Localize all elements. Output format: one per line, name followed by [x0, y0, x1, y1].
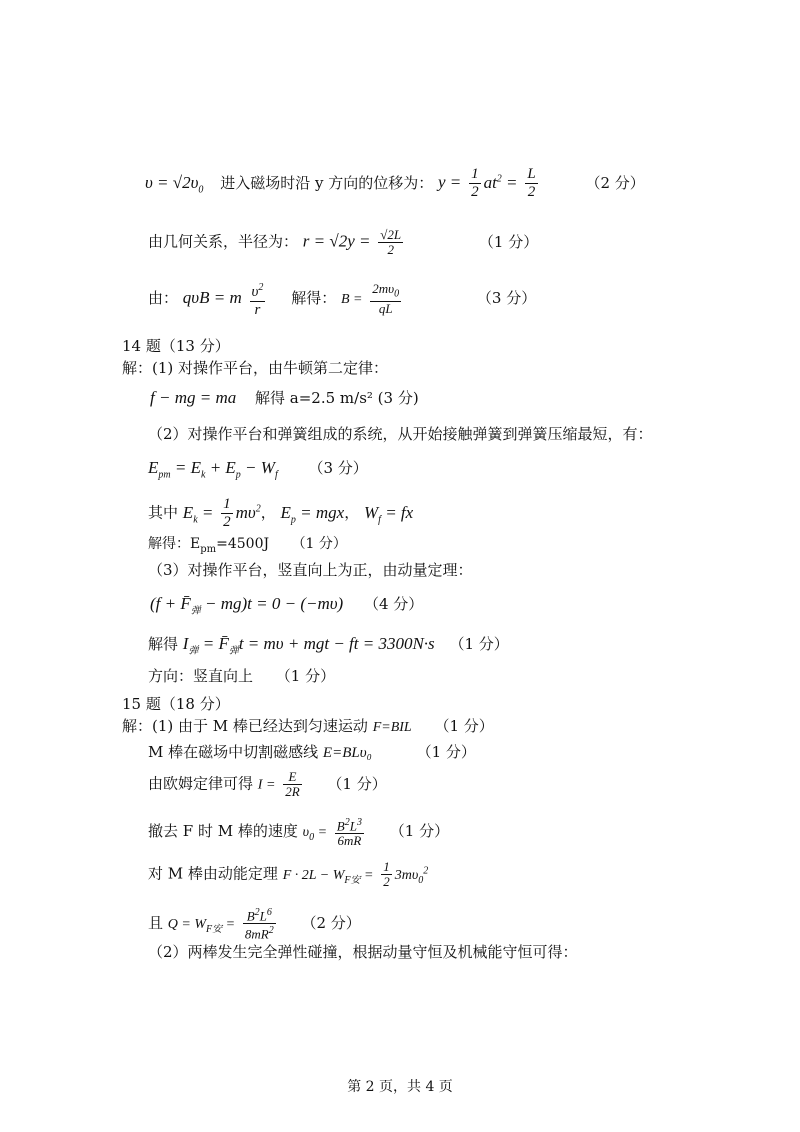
q15-line-1-score: （1 分）: [434, 717, 494, 735]
formula-spring-impulse: $I_弹$ = $F̄_弹t = m\upsilon$ + mgt − ft = 3300N·s: [182, 634, 435, 657]
q14-part2-where-label: 其中: [148, 503, 179, 522]
frac-sqrt2L-over-2: $\frac{√2L}{2}$: [380, 227, 402, 257]
q14-part2-result: [148, 534, 347, 560]
q14-part2-result-value: =4500J: [216, 536, 270, 552]
formula-newton: f − mg = ma: [150, 388, 237, 407]
q15-header: 15 题（18 分）: [122, 695, 230, 713]
q14-part2-result-score: （1 分）: [291, 536, 347, 552]
q15-line-4: [148, 816, 449, 848]
q15-line-7: （2）两棒发生完全弹性碰撞，根据动量守恒及机械能守恒可得：: [148, 943, 578, 961]
q14-part1: 解：(1) 对操作平台，由牛顿第二定律：: [122, 359, 389, 377]
q13-line-3-mid: 解得：: [291, 289, 337, 307]
q15-line-2-score: （1 分）: [416, 743, 476, 761]
q13-line-1: $\upsilon = √2\upsilon_0$ 进入磁场时沿 y 方向的位移为： y = $\frac{1}{2}$ $at^2$ = $\frac{L}{2}$ （2 分）: [145, 166, 645, 200]
q13-line-3: [148, 279, 536, 319]
q15-line-5: 对 M 棒由动能定理 $F \cdot 2L - W_{F安}$ = $\frac{1}{2}$ $3m\upsilon_0^2$: [148, 859, 429, 889]
q14-part1-eq-line: [150, 388, 419, 408]
frac-L-over-2: $\frac{L}{2}$: [527, 166, 536, 200]
frac-one-half: $\frac{1}{2}$: [471, 166, 479, 200]
formula-Ep: $E_p$ = mgx: [280, 502, 345, 525]
formula-B: B =: [340, 292, 363, 307]
q15-line-1-eq: F=BIL: [372, 720, 412, 735]
q14-part1-solve: 解得 a=2.5 m/s² (3 分): [255, 389, 419, 407]
q14-part3-direction-score: （1 分）: [275, 667, 336, 685]
formula-I: I =: [257, 777, 276, 793]
frac-half: $\frac{1}{2}$: [223, 496, 231, 530]
formula-Q: $Q = W_{F安}$ =: [167, 916, 236, 935]
q15-line-6-text: 且: [148, 913, 164, 932]
q13-line-2-score: （1 分）: [478, 232, 539, 251]
q13-line-2-text: 由几何关系，半径为：: [148, 232, 299, 251]
q13-line-3-score: （3 分）: [476, 289, 537, 307]
q14-part3-solve-label: 解得: [148, 635, 179, 653]
formula-Wf: $W_f$ = fx: [364, 502, 414, 525]
q14-header: 14 题（13 分）: [122, 337, 230, 355]
q15-line-3: [148, 770, 387, 799]
formula-radius: r = √2y =: [302, 231, 371, 251]
q15-line-1-text: 解：(1) 由于 M 棒已经达到匀速运动: [122, 717, 368, 735]
q13-line-3-pre: 由：: [148, 289, 179, 307]
frac-B2L6-over-8mR2: $\frac{B^2L^6}{8mR^2}$: [244, 907, 274, 942]
q14-part2-result-sub: pm: [200, 543, 217, 555]
q13-line-1-text: 进入磁场时沿 y 方向的位移为：: [220, 173, 434, 192]
formula-work-energy: $F \cdot 2L - W_{F安}$ =: [282, 867, 374, 886]
q13-line-1-score: （2 分）: [585, 173, 645, 192]
q15-line-1: [122, 716, 494, 738]
q13-line-2: [148, 228, 538, 257]
formula-impulse: $(f + F̄_弹 - mg)t = 0 - (-m\upsilon)$: [150, 594, 344, 617]
q14-part2: （2）对操作平台和弹簧组成的系统，从开始接触弹簧到弹簧压缩最短，有：: [148, 425, 653, 443]
q14-part2-result-label: 解得：E: [148, 536, 201, 552]
q14-part2-where: 其中 $E_k$ = $\frac{1}{2}$ $m\upsilon^2$， $E_p$ = mgx， $W_f$ = fx: [148, 496, 414, 530]
formula-v0: $\upsilon_0$ =: [302, 825, 328, 843]
q15-line-6: [148, 906, 361, 942]
q14-part3-eq-line: [150, 594, 423, 621]
frac-v2-over-r: $\frac{\upsilon^2}{r}$: [250, 279, 266, 319]
page-footer: 第 2 页，共 4 页: [347, 1079, 453, 1095]
q14-part3-direction-text: 方向：竖直向上: [148, 667, 254, 685]
frac-B2L3-over-6mR: $\frac{B^2L^3}{6mR}$: [336, 817, 362, 849]
q15-line-3-text: 由欧姆定律可得: [148, 774, 254, 793]
formula-y-displacement: y =: [438, 172, 462, 192]
frac-2mv0-over-qL: $\frac{2m\upsilon_0}{qL}$: [372, 280, 400, 317]
frac-one-half-b: $\frac{1}{2}$: [383, 859, 390, 889]
q14-part3-score: （4 分）: [363, 595, 424, 613]
q15-line-5-text: 对 M 棒由动能定理: [148, 864, 278, 883]
q15-line-2-eq: E=BLυ₀: [322, 745, 372, 761]
q15-line-2-text: M 棒在磁场中切割磁感线: [148, 743, 319, 761]
q15-line-4-text: 撤去 F 时 M 棒的速度: [148, 822, 298, 841]
formula-Ek: $E_k$ =: [182, 502, 214, 525]
q14-part3-direction: [148, 666, 335, 686]
q15-line-4-score: （1 分）: [389, 822, 450, 841]
q14-part2-eq-line: [148, 458, 368, 485]
q15-line-3-score: （1 分）: [327, 774, 387, 793]
q14-part3: （3）对操作平台，竖直向上为正，由动量定理：: [148, 561, 473, 579]
formula-v-sqrt2-v0: $\upsilon = √2\upsilon_0$: [145, 172, 204, 195]
formula-energy: $E_{pm} = E_k + E_p - W_f$: [148, 458, 278, 481]
q14-part2-score: （3 分）: [308, 459, 368, 477]
q15-line-6-score: （2 分）: [301, 913, 361, 932]
q14-part3-solve-score: （1 分）: [449, 635, 509, 653]
q15-line-2: [148, 742, 476, 763]
frac-E-over-2R: $\frac{E}{2R}$: [285, 769, 300, 799]
formula-lorentz: qυB = m: [182, 288, 242, 307]
q14-part3-solve-line: [148, 634, 509, 661]
